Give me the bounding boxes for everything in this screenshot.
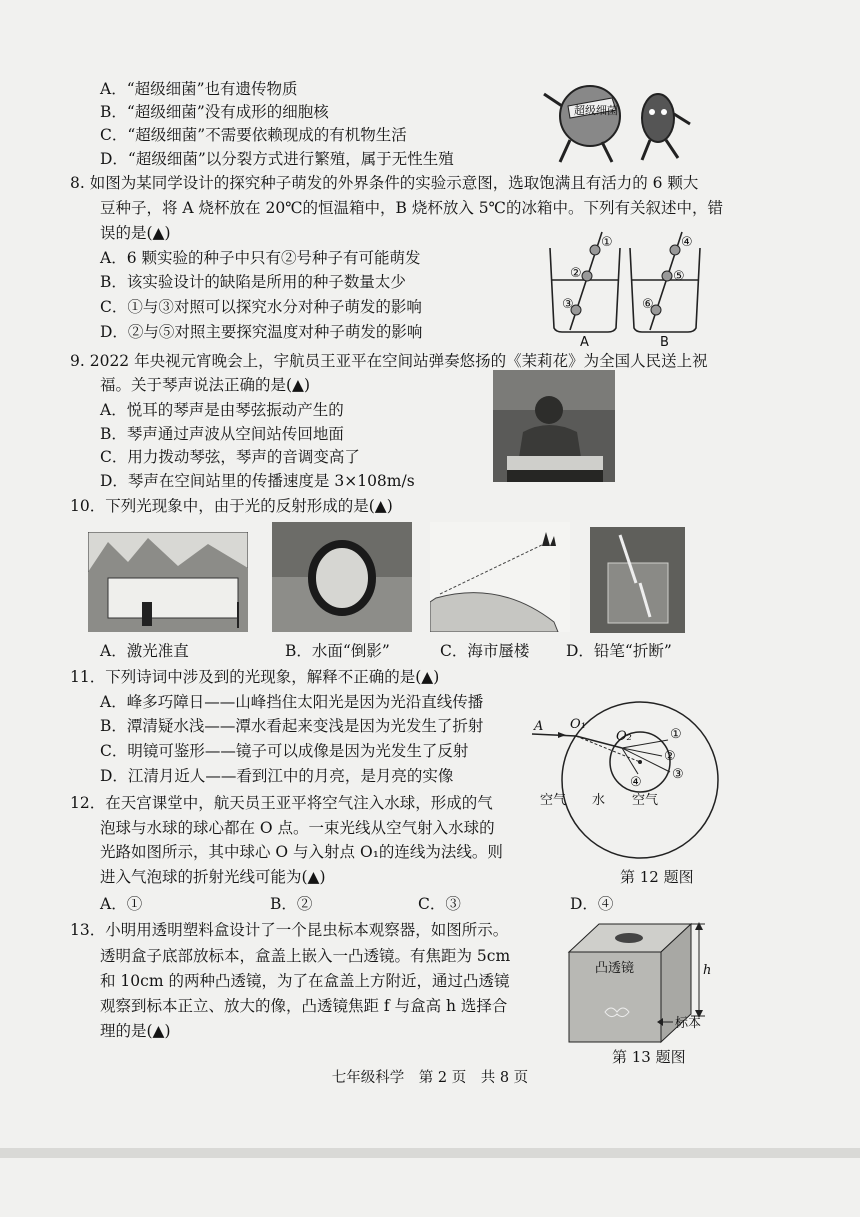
height-label: h xyxy=(703,963,712,978)
q11-option-b: B．潭清疑水浅——潭水看起来变浅是因为光发生了折射 xyxy=(100,717,484,735)
water-ball-light-path-diagram xyxy=(530,700,720,865)
q10-option-d: D．铅笔“折断” xyxy=(566,642,672,660)
q8-stem-line2: 豆种子，将 A 烧杯放在 20℃的恒温箱中，B 烧杯放入 5℃的冰箱中。下列有关叙述中，错 xyxy=(100,199,723,217)
ray-label-2: ② xyxy=(664,749,676,764)
q11-stem: 11．下列诗词中涉及到的光现象，解释不正确的是(▲) xyxy=(70,668,440,686)
beaker-label-5: ⑤ xyxy=(673,269,685,284)
q8-option-d: D．②与⑤对照主要探究温度对种子萌发的影响 xyxy=(100,323,423,341)
q13-stem-line1: 13．小明用透明塑料盒设计了一个昆虫标本观察器，如图所示。 xyxy=(70,921,509,939)
point-label-o1: O₁ xyxy=(570,717,586,732)
q9-option-c: C．用力拨动琴弦，琴声的音调变高了 xyxy=(100,448,360,466)
beaker-label-4: ④ xyxy=(681,235,693,250)
q8-option-a: A．6 颗实验的种子中只有②号种子有可能萌发 xyxy=(100,249,421,267)
scan-bottom-edge xyxy=(0,1148,860,1158)
page-footer: 七年级科学 第 2 页 共 8 页 xyxy=(331,1070,529,1086)
q10-option-c: C．海市蜃楼 xyxy=(440,642,530,660)
ray-label-1: ① xyxy=(670,727,682,742)
q9-stem-line1: 9. 2022 年央视元宵晚会上，宇航员王亚平在空间站弹奏悠扬的《茉莉花》为全国人民送上祝 xyxy=(70,352,708,370)
q12-option-c: C．③ xyxy=(418,895,461,913)
laser-alignment-image xyxy=(88,532,248,632)
q7-option-a: A．“超级细菌”也有遗传物质 xyxy=(100,80,298,98)
beaker-label-3: ③ xyxy=(562,297,574,312)
specimen-label: 标本 xyxy=(675,1016,702,1031)
superbug-cartoon xyxy=(530,76,700,168)
q7-option-c: C．“超级细菌”不需要依赖现成的有机物生活 xyxy=(100,126,407,144)
q7-option-d: D．“超级细菌”以分裂方式进行繁殖，属于无性生殖 xyxy=(100,150,454,168)
q9-option-b: B．琴声通过声波从空间站传回地面 xyxy=(100,425,344,443)
air-outside-label: 空气 xyxy=(540,793,567,808)
ray-label-4: ④ xyxy=(630,775,642,790)
q12-stem-line1: 12．在天宫课堂中，航天员王亚平将空气注入水球，形成的气 xyxy=(70,794,493,812)
q11-option-a: A．峰多巧障日——山峰挡住太阳光是因为光沿直线传播 xyxy=(100,693,484,711)
water-label: 水 xyxy=(592,793,606,808)
q13-figure-caption: 第 13 题图 xyxy=(612,1048,686,1066)
beaker-a-label: A xyxy=(580,335,589,346)
bent-pencil-image xyxy=(590,527,685,633)
q8-option-b: B．该实验设计的缺陷是所用的种子数量太少 xyxy=(100,273,406,291)
mirage-image xyxy=(430,522,570,632)
beaker-label-6: ⑥ xyxy=(642,297,654,312)
q13-stem-line3: 和 10cm 的两种凸透镜，为了在盒盖上方附近，通过凸透镜 xyxy=(100,972,510,990)
q9-option-d: D．琴声在空间站里的传播速度是 3×108m/s xyxy=(100,472,415,490)
ray-label-3: ③ xyxy=(672,767,684,782)
q10-stem: 10．下列光现象中，由于光的反射形成的是(▲) xyxy=(70,497,393,515)
q12-stem-line2: 泡球与水球的球心都在 O 点。一束光线从空气射入水球的 xyxy=(100,819,495,837)
point-label-o2: O₂ xyxy=(616,729,632,744)
q12-option-b: B．② xyxy=(270,895,313,913)
q11-option-c: C．明镜可鉴形——镜子可以成像是因为光发生了反射 xyxy=(100,742,469,760)
q12-stem-line3: 光路如图所示，其中球心 O 与入射点 O₁的连线为法线。则 xyxy=(100,843,503,861)
q13-stem-line5: 理的是(▲) xyxy=(100,1022,171,1040)
q8-option-c: C．①与③对照可以探究水分对种子萌发的影响 xyxy=(100,298,422,316)
q7-option-b: B．“超级细菌”没有成形的细胞核 xyxy=(100,103,329,121)
beaker-label-1: ① xyxy=(601,235,613,250)
astronaut-playing-photo xyxy=(493,370,615,482)
air-inside-label: 空气 xyxy=(632,793,659,808)
lens-label: 凸透镜 xyxy=(595,961,635,976)
q13-stem-line2: 透明盒子底部放标本，盒盖上嵌入一凸透镜。有焦距为 5cm xyxy=(100,947,511,965)
specimen-viewer-box-diagram xyxy=(565,920,715,1044)
q11-option-d: D．江清月近人——看到江中的月亮，是月亮的实像 xyxy=(100,767,454,785)
q10-option-a: A．激光准直 xyxy=(100,642,189,660)
superbug-banner: 超级细菌 xyxy=(574,104,618,117)
q8-stem-line3: 误的是(▲) xyxy=(100,224,171,242)
q9-stem-line2: 福。关于琴声说法正确的是(▲) xyxy=(100,376,311,394)
beaker-b-label: B xyxy=(660,335,669,346)
water-reflection-image xyxy=(272,522,412,632)
q8-stem-line1: 8. 如图为某同学设计的探究种子萌发的外界条件的实验示意图，选取饱满且有活力的 6 颗大 xyxy=(70,174,699,192)
q13-stem-line4: 观察到标本正立、放大的像，凸透镜焦距 f 与盒高 h 选择合 xyxy=(100,997,508,1015)
ray-label-a: A xyxy=(534,719,544,734)
q9-option-a: A．悦耳的琴声是由琴弦振动产生的 xyxy=(100,401,344,419)
beaker-label-2: ② xyxy=(570,266,582,281)
q12-option-d: D．④ xyxy=(570,895,614,913)
q12-stem-line4: 进入气泡球的折射光线可能为(▲) xyxy=(100,868,326,886)
q12-option-a: A．① xyxy=(100,895,143,913)
q12-figure-caption: 第 12 题图 xyxy=(620,868,694,886)
beaker-experiment-figure xyxy=(540,228,710,346)
q10-option-b: B．水面“倒影” xyxy=(285,642,390,660)
